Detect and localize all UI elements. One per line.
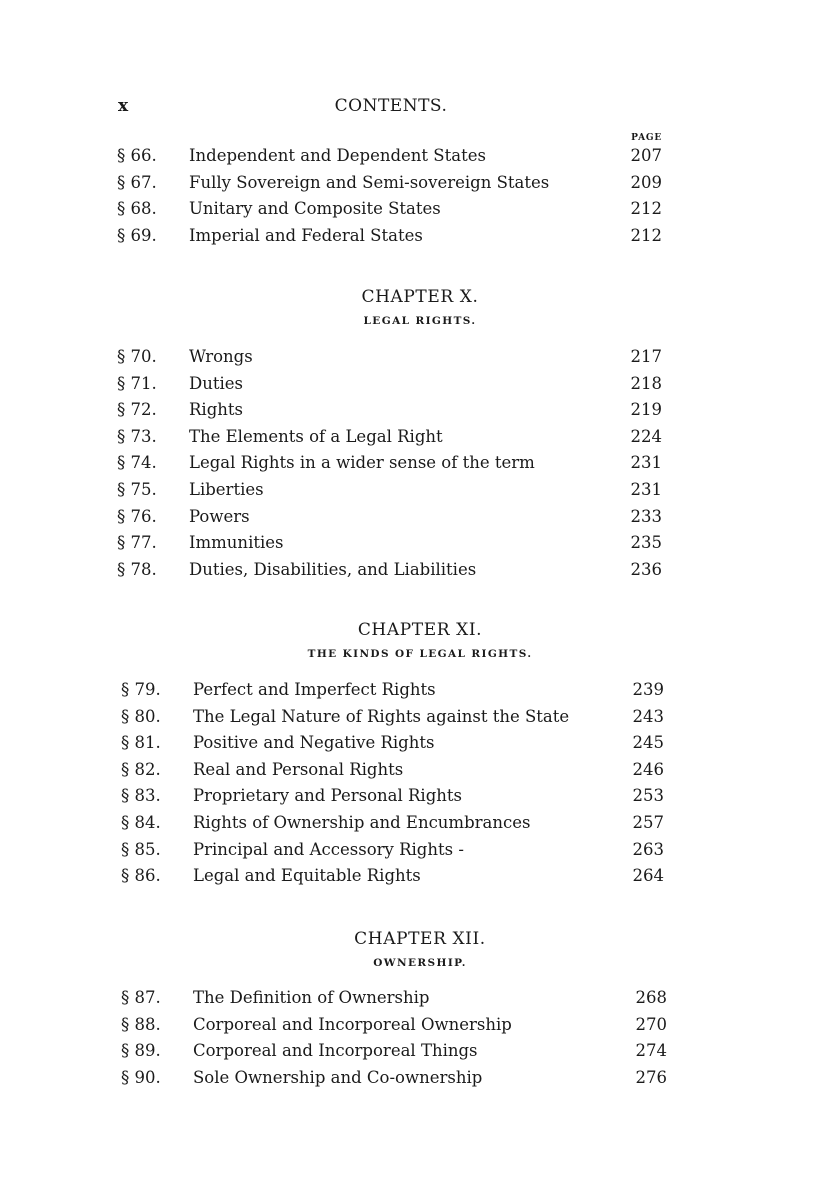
- section-number: § 75.: [117, 479, 157, 499]
- toc-entry: [0, 757, 840, 784]
- chapter-title: CHAPTER X.: [361, 287, 479, 307]
- toc-entry: [0, 371, 840, 398]
- entry-page-number: 224: [630, 426, 662, 446]
- chapter-subtitle: OWNERSHIP.: [373, 957, 467, 969]
- section-number: § 80.: [121, 706, 161, 726]
- section-number: § 89.: [121, 1041, 161, 1061]
- section-number: § 73.: [117, 426, 157, 446]
- toc-entry: [0, 985, 840, 1012]
- section-number: § 68.: [117, 199, 157, 219]
- toc-entry: [0, 704, 840, 731]
- entry-page-number: 274: [635, 1041, 667, 1061]
- toc-entry: [0, 397, 840, 424]
- entry-page-number: 231: [630, 479, 662, 499]
- section-number: § 85.: [121, 839, 161, 859]
- section-number: § 86.: [121, 866, 161, 886]
- running-title: CONTENTS.: [334, 96, 448, 116]
- entry-page-number: 218: [630, 373, 662, 393]
- section-number: § 76.: [117, 506, 157, 526]
- section-number: § 70.: [117, 347, 157, 366]
- section-number: § 79.: [121, 680, 161, 699]
- entry-page-number: 264: [632, 866, 664, 886]
- toc-entry: [0, 783, 840, 810]
- toc-entry: [0, 196, 840, 223]
- section-number: § 66.: [117, 146, 157, 165]
- entry-title: Sole Ownership and Co-ownership: [193, 1067, 483, 1087]
- entry-page-number: 207: [630, 146, 662, 165]
- section-number: § 77.: [117, 533, 157, 553]
- entry-page-number: 257: [632, 812, 664, 832]
- entry-title: Fully Sovereign and Semi-sovereign States: [189, 172, 550, 192]
- entry-page-number: 231: [630, 453, 662, 473]
- entry-page-number: 219: [630, 400, 662, 420]
- toc-entry: [0, 223, 840, 250]
- entry-page-number: 212: [630, 199, 662, 219]
- chapter-subtitle: LEGAL RIGHTS.: [363, 315, 477, 327]
- toc-group-chapter-xi: [0, 677, 840, 890]
- entry-title: Rights: [189, 400, 243, 420]
- entry-title: The Definition of Ownership: [193, 988, 430, 1007]
- entry-title: Imperial and Federal States: [189, 225, 423, 245]
- entry-page-number: 212: [630, 225, 662, 245]
- section-number: § 67.: [117, 172, 157, 192]
- toc-group-chapter-xii: [0, 985, 840, 1091]
- entry-title: Unitary and Composite States: [189, 199, 441, 219]
- entry-title: Proprietary and Personal Rights: [193, 786, 462, 806]
- page-column-label: PAGE: [631, 133, 662, 143]
- section-number: § 71.: [117, 373, 157, 393]
- section-number: § 84.: [121, 812, 161, 832]
- toc-entry: [0, 450, 840, 477]
- section-number: § 90.: [121, 1067, 161, 1087]
- entry-title: Liberties: [189, 479, 264, 499]
- section-number: § 69.: [117, 225, 157, 245]
- chapter-title: CHAPTER XII.: [354, 929, 486, 949]
- entry-title: Perfect and Imperfect Rights: [193, 680, 436, 699]
- entry-page-number: 270: [635, 1014, 667, 1034]
- entry-page-number: 239: [632, 680, 664, 699]
- toc-entry: [0, 143, 840, 170]
- page-number: x: [118, 96, 129, 116]
- chapter-subtitle: THE KINDS OF LEGAL RIGHTS.: [307, 648, 533, 660]
- chapter-heading: [0, 929, 840, 969]
- entry-page-number: 209: [630, 172, 662, 192]
- chapter-heading: [0, 620, 840, 660]
- toc-entry: [0, 477, 840, 504]
- entry-page-number: 263: [632, 839, 664, 859]
- toc-entry: [0, 530, 840, 557]
- entry-page-number: 235: [630, 533, 662, 553]
- entry-title: Independent and Dependent States: [189, 146, 486, 165]
- entry-page-number: 217: [630, 347, 662, 366]
- entry-title: Corporeal and Incorporeal Ownership: [193, 1014, 512, 1034]
- entry-page-number: 253: [632, 786, 664, 806]
- entry-page-number: 233: [630, 506, 662, 526]
- section-number: § 88.: [121, 1014, 161, 1034]
- entry-title: Wrongs: [189, 347, 253, 366]
- toc-entry: [0, 344, 840, 371]
- toc-entry: [0, 677, 840, 704]
- entry-title: Principal and Accessory Rights -: [193, 839, 464, 859]
- entry-page-number: 245: [632, 733, 664, 753]
- entry-title: Duties: [189, 373, 243, 393]
- toc-group-chapter-x: [0, 344, 840, 583]
- entry-page-number: 243: [632, 706, 664, 726]
- entry-title: Real and Personal Rights: [193, 759, 404, 779]
- section-number: § 78.: [117, 559, 157, 579]
- toc-entry: [0, 1012, 840, 1039]
- entry-title: The Elements of a Legal Right: [189, 426, 443, 446]
- entry-title: The Legal Nature of Rights against the State: [193, 706, 570, 726]
- chapter-title: CHAPTER XI.: [357, 620, 483, 640]
- toc-entry: [0, 863, 840, 890]
- toc-entry: [0, 170, 840, 197]
- running-head: [118, 96, 664, 124]
- entry-title: Corporeal and Incorporeal Things: [193, 1041, 478, 1061]
- entry-title: Positive and Negative Rights: [193, 733, 435, 753]
- toc-entry: [0, 837, 840, 864]
- toc-entry: [0, 810, 840, 837]
- entry-title: Immunities: [189, 533, 284, 553]
- toc-entry: [0, 730, 840, 757]
- entry-title: Duties, Disabilities, and Liabilities: [189, 559, 477, 579]
- section-number: § 74.: [117, 453, 157, 473]
- entry-page-number: 246: [632, 759, 664, 779]
- entry-title: Legal and Equitable Rights: [193, 866, 421, 886]
- toc-entry: [0, 1065, 840, 1092]
- entry-page-number: 276: [635, 1067, 667, 1087]
- toc-entry: [0, 1038, 840, 1065]
- section-number: § 87.: [121, 988, 161, 1007]
- entry-title: Powers: [189, 506, 250, 526]
- chapter-heading: [0, 287, 840, 327]
- entry-title: Rights of Ownership and Encumbrances: [193, 812, 531, 832]
- section-number: § 72.: [117, 400, 157, 420]
- toc-entry: [0, 504, 840, 531]
- entry-title: Legal Rights in a wider sense of the term: [189, 453, 535, 473]
- section-number: § 81.: [121, 733, 161, 753]
- section-number: § 83.: [121, 786, 161, 806]
- entry-page-number: 268: [635, 988, 667, 1007]
- toc-entry: [0, 557, 840, 584]
- toc-group-continued: [0, 143, 840, 249]
- toc-entry: [0, 424, 840, 451]
- entry-page-number: 236: [630, 559, 662, 579]
- section-number: § 82.: [121, 759, 161, 779]
